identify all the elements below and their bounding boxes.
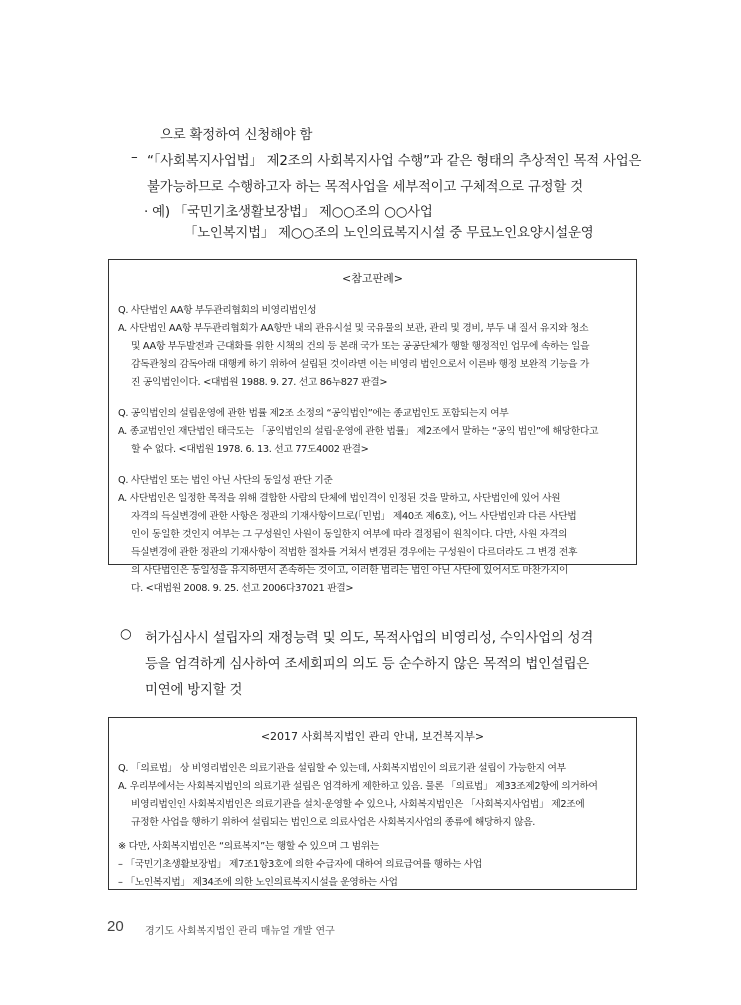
answer-line: 득실변경에 관한 정관의 기재사항이 적법한 절차를 거쳐서 변경된 경우에는 구성원이 다르더라도 그 변경 전후 <box>131 547 578 558</box>
page-number: 20 <box>107 918 124 935</box>
note-line: ※ 다만, 사회복지법인은 “의료복지”는 행할 수 있으며 그 범위는 <box>118 841 379 852</box>
circle-bullet: ○ <box>120 627 132 642</box>
box-title: <2017 사회복지법인 관리 안내, 보건복지부> <box>260 730 485 743</box>
intro-text-line: “「사회복지사업법」 제2조의 사회복지사업 수행”과 같은 형태의 추상적인 목적 사업은 <box>147 154 642 169</box>
answer-line: 규정한 사업을 행하기 위하여 설립되는 법인으로 의료사업은 사회복지사업의 종류에 해당하지 않음. <box>131 817 536 828</box>
answer-line: 인이 동일한 것인지 여부는 그 구성원인 사원이 동일한지 여부에 따라 결정됨이 원칙이다. 다만, 사원 자격의 <box>131 529 568 540</box>
answer-line: 감독관청의 감독아래 대행케 하기 위하여 설립된 것이라면 이는 비영리 법인으로서 이른바 행정 보완적 기능을 가 <box>131 359 589 370</box>
answer-line: 의 사단법인은 동일성을 유지하면서 존속하는 것이고, 이러한 법리는 법인 아닌 사단에 있어서도 마찬가지이 <box>131 565 568 576</box>
reference-cases-box <box>108 259 637 594</box>
answer-line: A. 사단법인은 일정한 목적을 위해 결합한 사람의 단체에 법인격이 인정된 것을 말하고, 사단법인에 있어 사원 <box>118 493 561 504</box>
question-line: Q. 「의료법」 상 비영리법인은 의료기관을 설립할 수 있는데, 사회복지법인이 의료기관 설립이 가능한지 여부 <box>118 763 566 774</box>
example-line: · 예) 「국민기초생활보장법」 제○○조의 ○○사업 <box>144 205 433 220</box>
answer-line: 및 AA항 부두발전과 근대화를 위한 시책의 건의 등 본래 국가 또는 공공단체가 행할 행정적인 업무에 속하는 일을 <box>131 341 590 352</box>
question-line: Q. 공익법인의 설립운영에 관한 법률 제2조 소정의 “공익법인”에는 종교법인도 포함되는지 여부 <box>118 408 509 419</box>
note-item: – 「노인복지법」 제34조에 의한 노인의료복지시설을 운영하는 사업 <box>118 877 398 888</box>
note-item: – 「국민기초생활보장법」 제7조1항3호에 의한 수급자에 대하여 의료급여를 행하는 사업 <box>118 859 482 870</box>
paragraph-line: 미연에 방지할 것 <box>145 683 243 698</box>
answer-line: A. 사단법인 AA항 부두관리협회가 AA항만 내의 관유시설 및 국유물의 보관, 관리 및 경비, 부두 내 질서 유지와 청소 <box>118 323 589 334</box>
paragraph-line: 등을 엄격하게 심사하여 조세회피의 의도 등 순수하지 않은 목적의 법인설립은 <box>145 657 590 672</box>
answer-line: 다. <대법원 2008. 9. 25. 선고 2006다37021 판결> <box>131 583 354 594</box>
example-line: 「노인복지법」 제○○조의 노인의료복지시설 중 무료노인요양시설운영 <box>184 226 594 241</box>
intro-text-line: 불가능하므로 수행하고자 하는 목적사업을 세부적이고 구체적으로 규정할 것 <box>147 180 583 195</box>
answer-line: 진 공익법인이다. <대법원 1988. 9. 27. 선고 86누827 판결> <box>131 377 388 388</box>
question-line: Q. 사단법인 또는 법인 아닌 사단의 동일성 판단 기준 <box>118 475 333 486</box>
dash-marker: – <box>131 150 138 165</box>
question-line: Q. 사단법인 AA항 부두관리협회의 비영리법인성 <box>118 305 317 316</box>
guidance-box <box>108 717 637 890</box>
answer-line: A. 종교법인인 재단법인 태극도는 「공익법인의 설립·운영에 관한 법률」 제2조에서 말하는 “공익 법인”에 해당한다고 <box>118 426 599 437</box>
answer-line: 비영리법인인 사회복지법인은 의료기관을 설치·운영할 수 있으나, 사회복지법인은 「사회복지사업법」 제2조에 <box>131 799 585 810</box>
intro-text-line: 으로 확정하여 신청해야 함 <box>160 128 313 143</box>
answer-line: A. 우리부에서는 사회복지법인의 의료기관 설립은 엄격하게 제한하고 있음. 물론 「의료법」 제33조제2항에 의거하여 <box>118 781 598 792</box>
answer-line: 할 수 없다. <대법원 1978. 6. 13. 선고 77도4002 판결> <box>131 444 369 455</box>
box-title: <참고판례> <box>342 272 403 285</box>
answer-line: 자격의 득실변경에 관한 사항은 정관의 기재사항이므로(「민법」 제40조 제6호), 어느 사단법인과 다른 사단법 <box>131 511 577 522</box>
paragraph-line: 허가심사시 설립자의 재정능력 및 의도, 목적사업의 비영리성, 수익사업의 성격 <box>145 631 594 646</box>
footer-title: 경기도 사회복지법인 관리 매뉴얼 개발 연구 <box>145 926 335 937</box>
